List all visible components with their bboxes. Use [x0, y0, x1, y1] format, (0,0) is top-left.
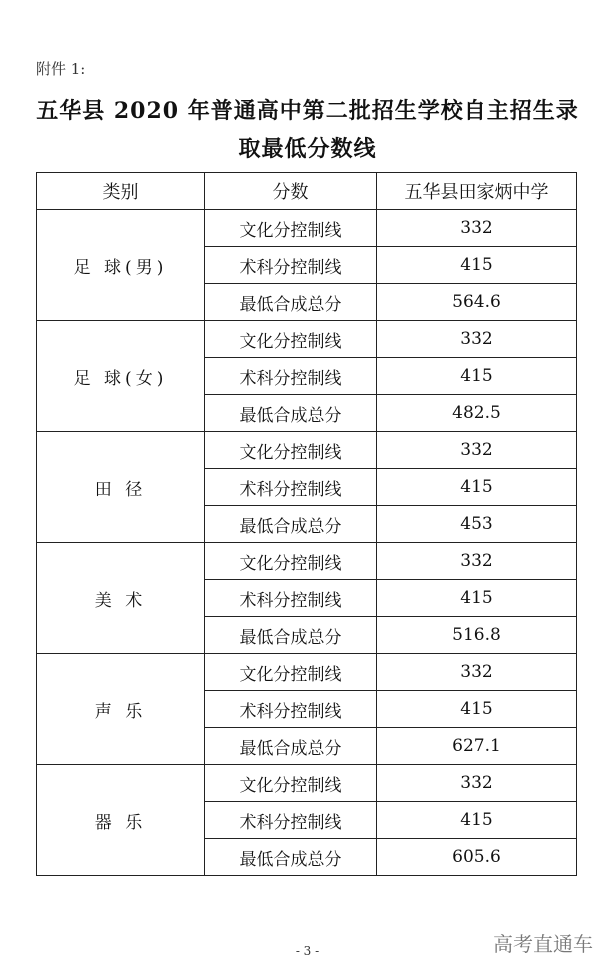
score-type-cell: 文化分控制线: [205, 321, 377, 358]
score-type-cell: 文化分控制线: [205, 432, 377, 469]
score-type-cell: 术科分控制线: [205, 580, 377, 617]
score-type-cell: 术科分控制线: [205, 469, 377, 506]
page-title: [0, 92, 615, 168]
score-type-cell: 最低合成总分: [205, 395, 377, 432]
score-value-cell: 332: [377, 765, 577, 802]
score-value-cell: 516.8: [377, 617, 577, 654]
score-type-cell: 最低合成总分: [205, 728, 377, 765]
score-type-cell: 最低合成总分: [205, 506, 377, 543]
score-type-cell: 文化分控制线: [205, 210, 377, 247]
score-value-cell: 415: [377, 358, 577, 395]
score-value-cell: 332: [377, 654, 577, 691]
score-value-cell: 415: [377, 802, 577, 839]
table-row: [37, 654, 577, 691]
table-row: [37, 432, 577, 469]
table-body: [37, 210, 577, 876]
score-type-cell: 文化分控制线: [205, 654, 377, 691]
header-category: 类别: [37, 173, 205, 210]
category-cell: 田 径: [37, 432, 205, 543]
score-value-cell: 605.6: [377, 839, 577, 876]
score-value-cell: 332: [377, 210, 577, 247]
score-type-cell: 术科分控制线: [205, 691, 377, 728]
score-type-cell: 术科分控制线: [205, 358, 377, 395]
table-row: [37, 321, 577, 358]
category-cell: 器 乐: [37, 765, 205, 876]
score-type-cell: 术科分控制线: [205, 247, 377, 284]
score-value-cell: 482.5: [377, 395, 577, 432]
score-value-cell: 415: [377, 691, 577, 728]
score-value-cell: 332: [377, 321, 577, 358]
score-value-cell: 332: [377, 432, 577, 469]
header-score-type: 分数: [205, 173, 377, 210]
score-type-cell: 术科分控制线: [205, 802, 377, 839]
score-table: [36, 172, 577, 876]
score-value-cell: 564.6: [377, 284, 577, 321]
title-line-1: 五华县 2020 年普通高中第二批招生学校自主招生录: [36, 98, 579, 124]
score-type-cell: 最低合成总分: [205, 617, 377, 654]
score-type-cell: 文化分控制线: [205, 765, 377, 802]
category-cell: 足 球(女): [37, 321, 205, 432]
watermark-text: 高考直通车: [493, 932, 593, 956]
title-line-2: 取最低分数线: [238, 136, 377, 162]
page-number: - 3 -: [295, 944, 320, 958]
table-row: [37, 765, 577, 802]
score-type-cell: 最低合成总分: [205, 839, 377, 876]
score-value-cell: 332: [377, 543, 577, 580]
score-value-cell: 453: [377, 506, 577, 543]
score-value-cell: 415: [377, 580, 577, 617]
score-value-cell: 627.1: [377, 728, 577, 765]
score-type-cell: 最低合成总分: [205, 284, 377, 321]
table-row: [37, 543, 577, 580]
category-cell: 声 乐: [37, 654, 205, 765]
header-school: 五华县田家炳中学: [377, 173, 577, 210]
category-cell: 足 球(男): [37, 210, 205, 321]
score-value-cell: 415: [377, 247, 577, 284]
category-cell: 美 术: [37, 543, 205, 654]
score-type-cell: 文化分控制线: [205, 543, 377, 580]
score-value-cell: 415: [377, 469, 577, 506]
table-header-row: [37, 173, 577, 210]
attachment-label: 附件 1:: [36, 60, 86, 78]
table-row: [37, 210, 577, 247]
